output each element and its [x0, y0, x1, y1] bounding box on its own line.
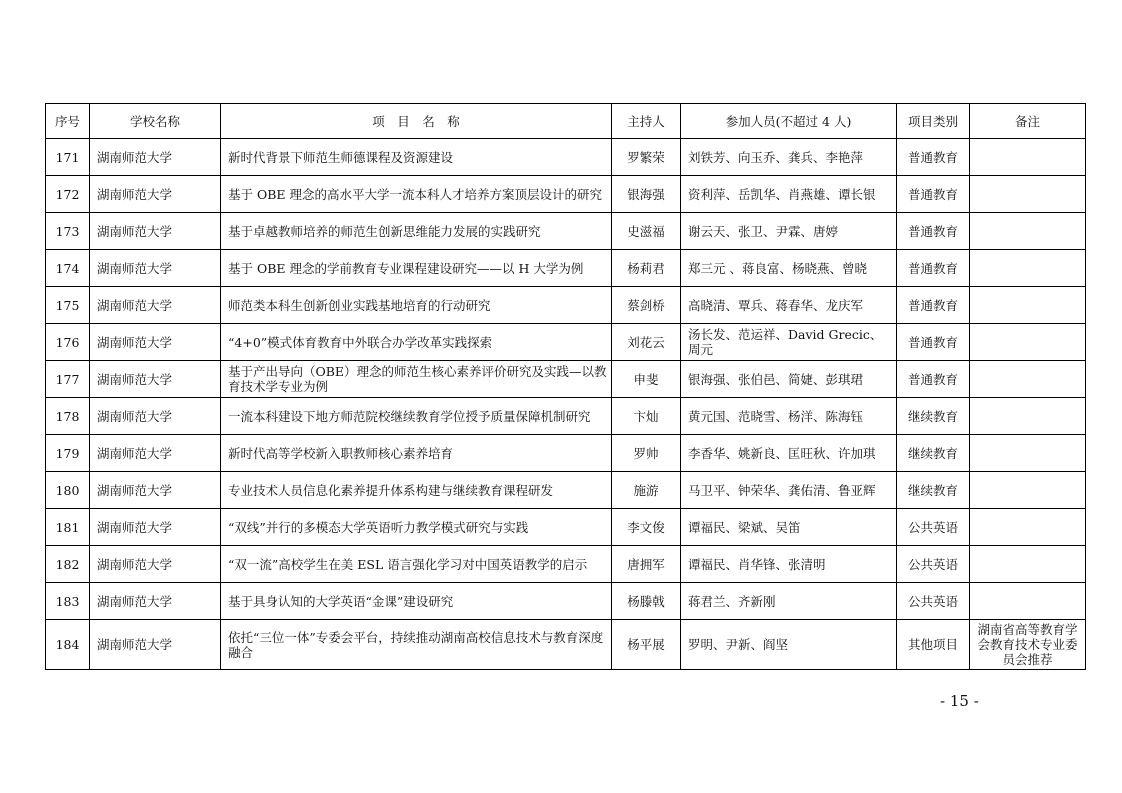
cell-members: 谭福民、梁斌、吴笛 [681, 509, 897, 546]
cell-title: 基于 OBE 理念的高水平大学一流本科人才培养方案顶层设计的研究 [221, 176, 612, 213]
cell-title: “双一流”高校学生在美 ESL 语言强化学习对中国英语教学的启示 [221, 546, 612, 583]
cell-school: 湖南师范大学 [90, 509, 221, 546]
header-category: 项目类别 [897, 104, 970, 139]
cell-title: 基于产出导向（OBE）理念的师范生核心素养评价研究及实践—以教育技术学专业为例 [221, 361, 612, 398]
cell-no: 174 [46, 250, 90, 287]
cell-category: 继续教育 [897, 472, 970, 509]
cell-note [970, 250, 1086, 287]
cell-note [970, 361, 1086, 398]
cell-note [970, 509, 1086, 546]
cell-members: 马卫平、钟荣华、龚佑清、鲁亚辉 [681, 472, 897, 509]
cell-no: 183 [46, 583, 90, 620]
cell-host: 申斐 [612, 361, 681, 398]
cell-host: 唐拥军 [612, 546, 681, 583]
cell-host: 银海强 [612, 176, 681, 213]
cell-host: 杨滕戟 [612, 583, 681, 620]
table-row [46, 398, 1086, 435]
cell-host: 罗繁荣 [612, 139, 681, 176]
cell-host: 施游 [612, 472, 681, 509]
cell-note [970, 435, 1086, 472]
header-members: 参加人员(不超过 4 人) [681, 104, 897, 139]
cell-school: 湖南师范大学 [90, 176, 221, 213]
cell-note [970, 139, 1086, 176]
cell-category: 普通教育 [897, 361, 970, 398]
cell-no: 181 [46, 509, 90, 546]
cell-no: 172 [46, 176, 90, 213]
cell-title: 基于具身认知的大学英语“金课”建设研究 [221, 583, 612, 620]
cell-category: 公共英语 [897, 546, 970, 583]
cell-category: 公共英语 [897, 509, 970, 546]
table-row [46, 250, 1086, 287]
table-row [46, 361, 1086, 398]
header-title: 项 目 名 称 [221, 104, 612, 139]
table-row [46, 472, 1086, 509]
table-row [46, 546, 1086, 583]
table-row [46, 509, 1086, 546]
cell-no: 175 [46, 287, 90, 324]
table-row [46, 583, 1086, 620]
cell-category: 继续教育 [897, 398, 970, 435]
cell-members: 刘铁芳、向玉乔、龚兵、李艳萍 [681, 139, 897, 176]
cell-title: 新时代高等学校新入职教师核心素养培育 [221, 435, 612, 472]
cell-title: 依托“三位一体”专委会平台，持续推动湖南高校信息技术与教育深度融合 [221, 620, 612, 670]
page-number: - 15 - [940, 692, 979, 710]
cell-members: 谢云天、张卫、尹霖、唐婷 [681, 213, 897, 250]
cell-title: 基于卓越教师培养的师范生创新思维能力发展的实践研究 [221, 213, 612, 250]
cell-members: 罗明、尹新、阎坚 [681, 620, 897, 670]
cell-host: 卞灿 [612, 398, 681, 435]
cell-category: 普通教育 [897, 250, 970, 287]
table-row [46, 176, 1086, 213]
cell-host: 蔡剑桥 [612, 287, 681, 324]
cell-host: 史滋福 [612, 213, 681, 250]
cell-title: 专业技术人员信息化素养提升体系构建与继续教育课程研发 [221, 472, 612, 509]
table-row [46, 139, 1086, 176]
cell-category: 普通教育 [897, 139, 970, 176]
cell-school: 湖南师范大学 [90, 472, 221, 509]
cell-no: 177 [46, 361, 90, 398]
cell-members: 李香华、姚新良、匡旺秋、许加琪 [681, 435, 897, 472]
project-table [45, 103, 1086, 670]
cell-note [970, 472, 1086, 509]
cell-no: 180 [46, 472, 90, 509]
cell-members: 黄元国、范晓雪、杨洋、陈海钰 [681, 398, 897, 435]
cell-note [970, 398, 1086, 435]
cell-note [970, 324, 1086, 361]
cell-school: 湖南师范大学 [90, 398, 221, 435]
cell-school: 湖南师范大学 [90, 583, 221, 620]
cell-members: 高晓清、覃兵、蒋春华、龙庆军 [681, 287, 897, 324]
cell-title: 一流本科建设下地方师范院校继续教育学位授予质量保障机制研究 [221, 398, 612, 435]
cell-category: 普通教育 [897, 287, 970, 324]
table-row [46, 213, 1086, 250]
cell-note [970, 546, 1086, 583]
cell-school: 湖南师范大学 [90, 139, 221, 176]
table-row [46, 287, 1086, 324]
table-header-row [46, 104, 1086, 139]
cell-host: 罗帅 [612, 435, 681, 472]
header-no: 序号 [46, 104, 90, 139]
cell-members: 蒋君兰、齐新刚 [681, 583, 897, 620]
cell-members: 郑三元 、蒋良富、杨晓燕、曾晓 [681, 250, 897, 287]
cell-category: 公共英语 [897, 583, 970, 620]
table-row [46, 324, 1086, 361]
cell-school: 湖南师范大学 [90, 250, 221, 287]
cell-school: 湖南师范大学 [90, 287, 221, 324]
cell-category: 普通教育 [897, 324, 970, 361]
table-row [46, 620, 1086, 670]
cell-members: 资利萍、岳凯华、肖燕雄、谭长银 [681, 176, 897, 213]
cell-title: “双线”并行的多模态大学英语听力教学模式研究与实践 [221, 509, 612, 546]
cell-members: 银海强、张伯邑、简婕、彭琪珺 [681, 361, 897, 398]
cell-note [970, 287, 1086, 324]
cell-note: 湖南省高等教育学会教育技术专业委员会推荐 [970, 620, 1086, 670]
cell-title: “4+0”模式体育教育中外联合办学改革实践探索 [221, 324, 612, 361]
header-school: 学校名称 [90, 104, 221, 139]
cell-category: 普通教育 [897, 213, 970, 250]
table-row [46, 435, 1086, 472]
cell-school: 湖南师范大学 [90, 620, 221, 670]
cell-category: 普通教育 [897, 176, 970, 213]
cell-school: 湖南师范大学 [90, 361, 221, 398]
cell-school: 湖南师范大学 [90, 546, 221, 583]
cell-school: 湖南师范大学 [90, 324, 221, 361]
cell-no: 173 [46, 213, 90, 250]
cell-members: 汤长发、范运祥、David Grecic、周元 [681, 324, 897, 361]
cell-category: 其他项目 [897, 620, 970, 670]
cell-title: 基于 OBE 理念的学前教育专业课程建设研究——以 H 大学为例 [221, 250, 612, 287]
cell-host: 杨莉君 [612, 250, 681, 287]
header-host: 主持人 [612, 104, 681, 139]
cell-host: 李文俊 [612, 509, 681, 546]
cell-no: 184 [46, 620, 90, 670]
cell-host: 刘花云 [612, 324, 681, 361]
cell-members: 谭福民、肖华锋、张清明 [681, 546, 897, 583]
cell-no: 182 [46, 546, 90, 583]
cell-no: 179 [46, 435, 90, 472]
cell-title: 师范类本科生创新创业实践基地培育的行动研究 [221, 287, 612, 324]
cell-title: 新时代背景下师范生师德课程及资源建设 [221, 139, 612, 176]
cell-no: 176 [46, 324, 90, 361]
cell-school: 湖南师范大学 [90, 213, 221, 250]
cell-no: 178 [46, 398, 90, 435]
cell-category: 继续教育 [897, 435, 970, 472]
cell-no: 171 [46, 139, 90, 176]
header-note: 备注 [970, 104, 1086, 139]
cell-note [970, 176, 1086, 213]
cell-note [970, 583, 1086, 620]
cell-school: 湖南师范大学 [90, 435, 221, 472]
cell-host: 杨平展 [612, 620, 681, 670]
cell-note [970, 213, 1086, 250]
